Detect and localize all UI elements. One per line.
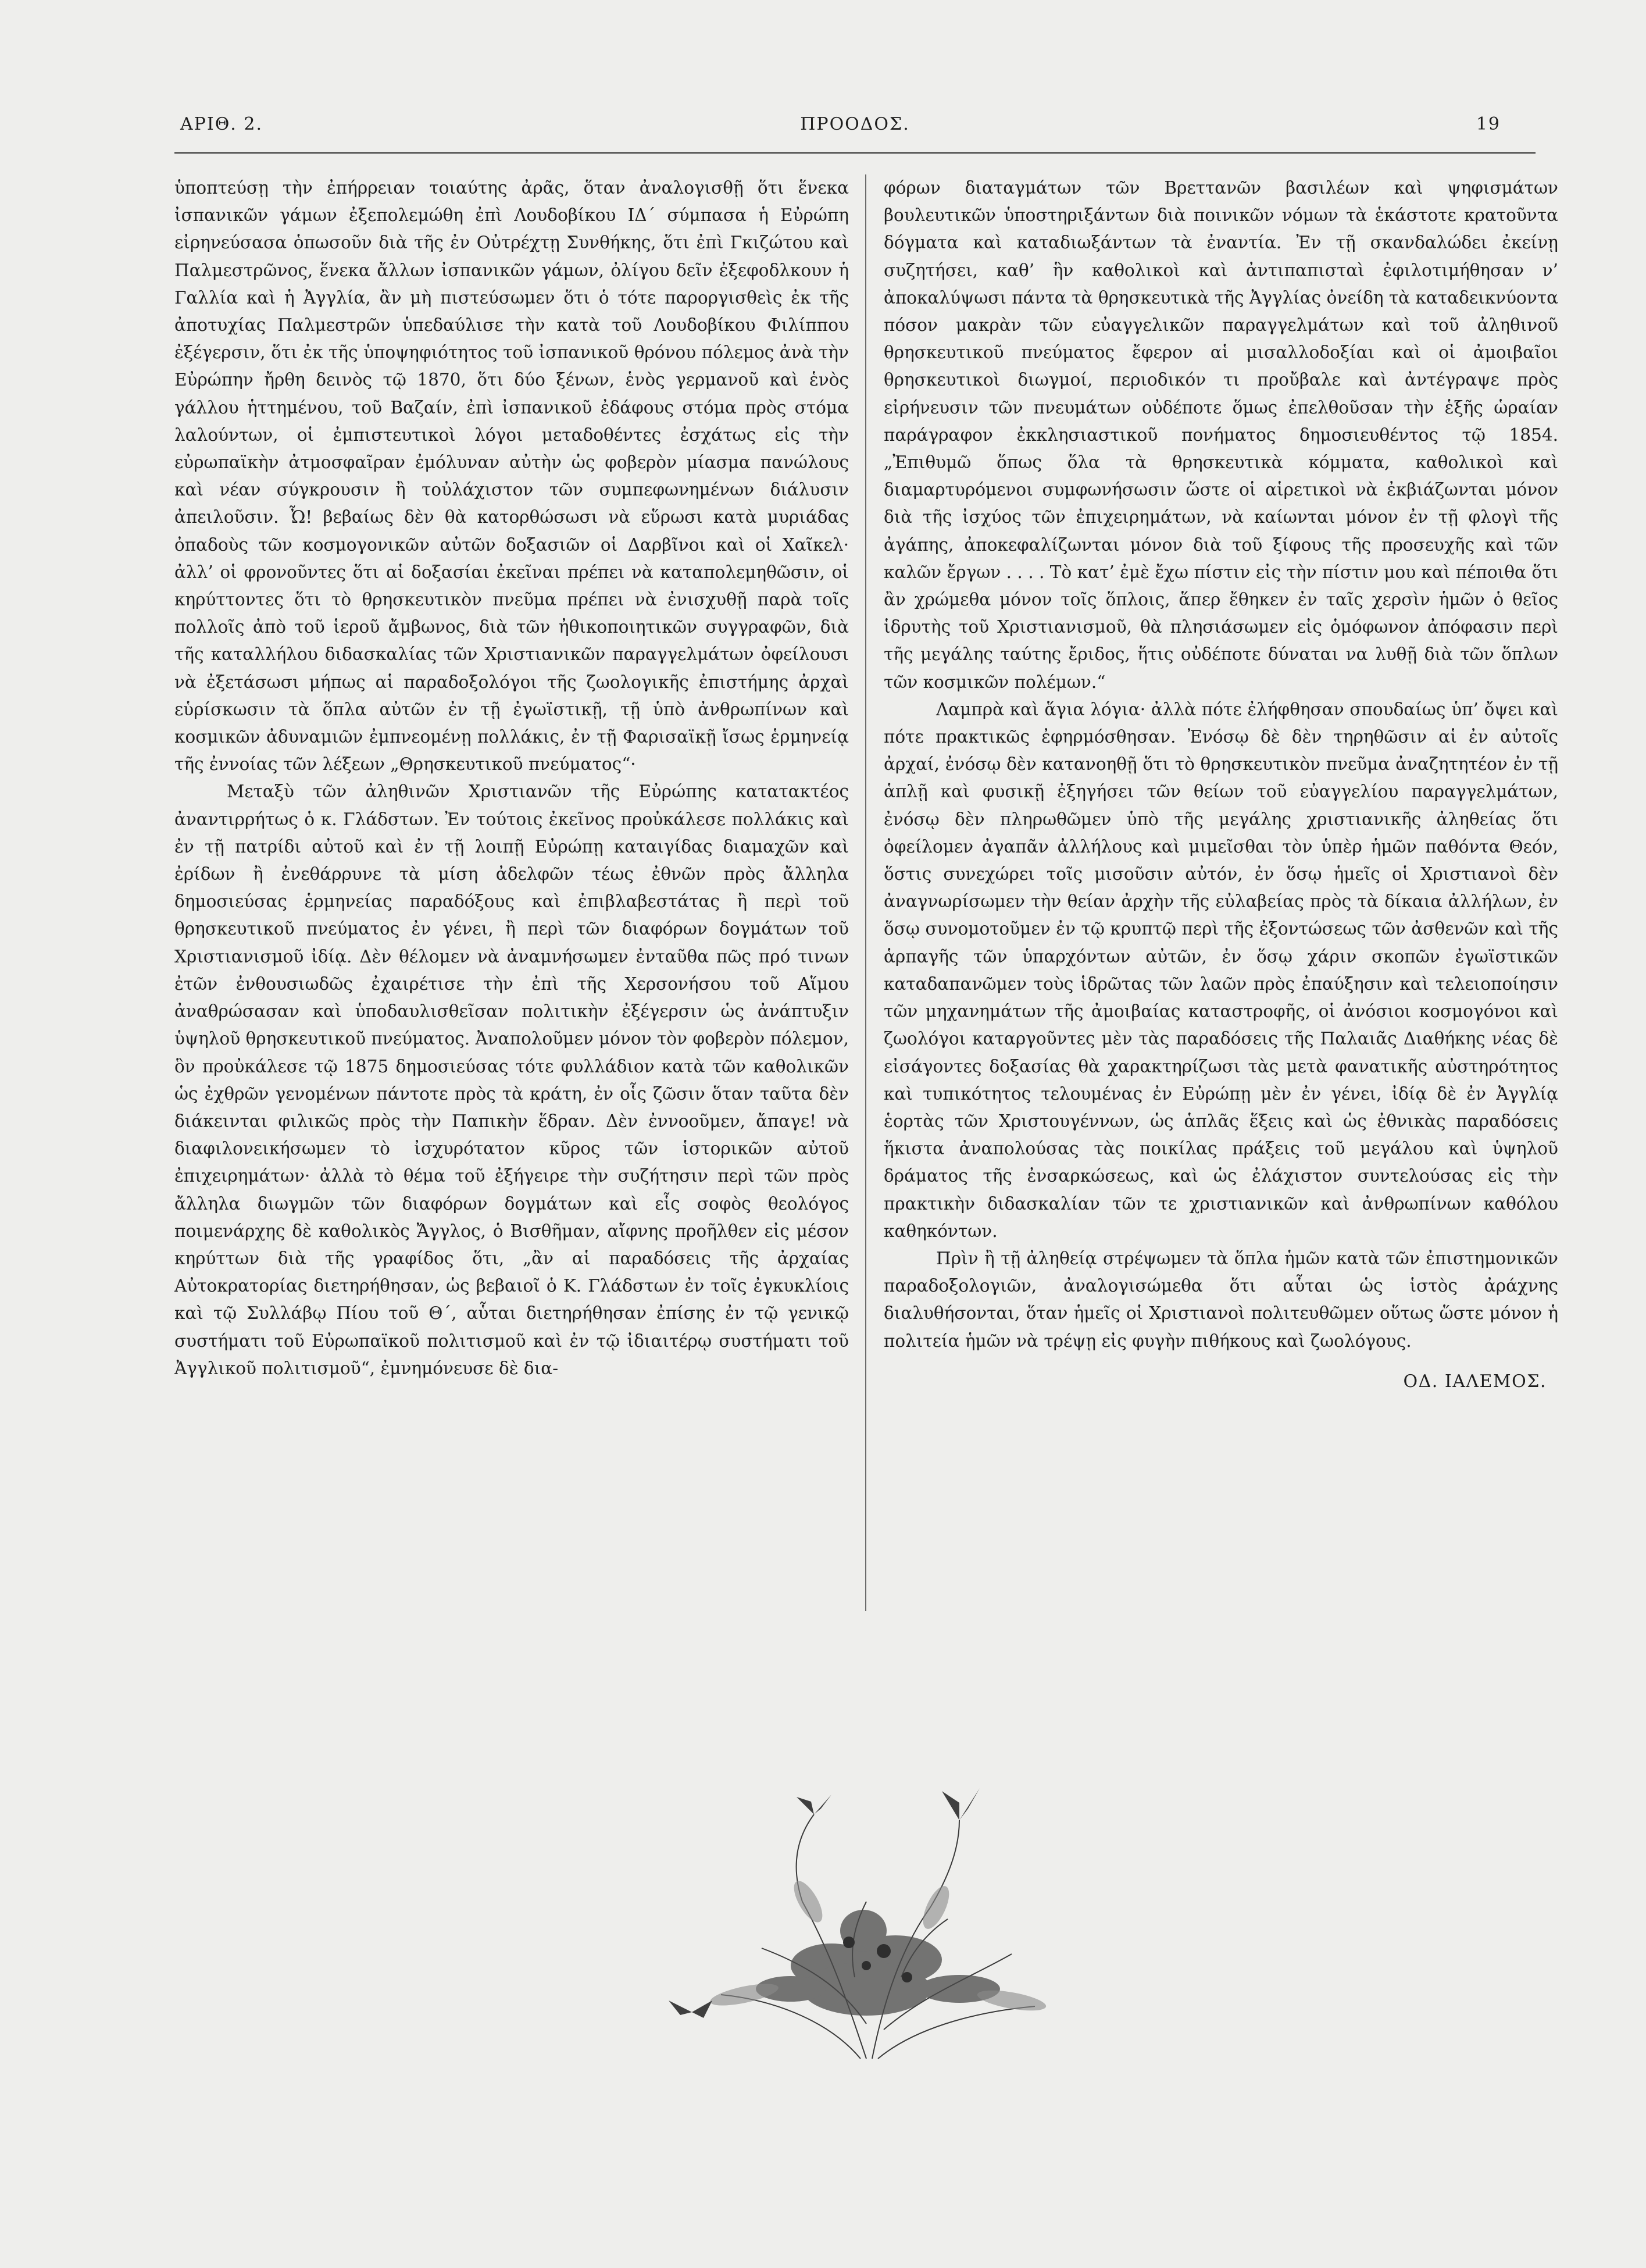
column-divider: [865, 174, 866, 1611]
header-rule: [174, 152, 1536, 154]
paragraph-conclusion: Πρὶν ἢ τῇ ἀληθείᾳ στρέψωμεν τὰ ὅπλα ἡμῶν κατὰ τῶν ἐπιστημονικῶν παραδοξολογιῶν, ἀναλογισώμεθα ὅτι αὗται ὡς ἱστὸς ἀράχνης διαλυθήσονται, ὅταν ἡμεῖς οἱ Χριστιανοὶ πολιτευθῶμεν οὕτως ὥστε μόνον ἡ πολιτεία ἡμῶν νὰ τρέψῃ εἰς φυγὴν πιθήκους καὶ ζωολόγους.: [884, 1248, 1558, 1351]
running-header: [174, 114, 1536, 149]
paragraph-decrees: φόρων διαταγμάτων τῶν Βρεττανῶν βασιλέων καὶ ψηφισμάτων βουλευτικῶν ὑποστηριξάντων διὰ ποινικῶν νόμων τὰ ἑκάστοτε κρατοῦντα δόγματα καὶ καταδιωξάντων τὰ ἐναντία. Ἐν τῇ σκανδαλώδει ἐκείνῃ συζητήσει, καθ’ ἣν καθολικοὶ καὶ ἀντιπαπισταὶ ἐφιλοτιμήθησαν ν’ ἀποκαλύψωσι πάντα τὰ θρησκευτικὰ τῆς Ἀγγλίας ὀνείδη τὰ καταδεικνύοντα πόσον μακρὰν τῶν εὐαγγελικῶν παραγγελμάτων καὶ τοῦ ἀληθινοῦ θρησκευτικοῦ πνεύματος ἔφερον αἱ μισαλλοδοξίαι καὶ οἱ ἀμοιβαῖοι θρησκευτικοὶ διωγμοί, περιοδικόν τι προὔβαλε καὶ ἀντέγραψε πρὸς εἰρήνευσιν τῶν πνευμάτων οὐδέποτε ὅμως ἐπελθοῦσαν τὴν ἑξῆς ὡραίαν παράγραφον ἐκκλησιαστικοῦ πονήματος δημοσιευθέντος τῷ 1854. „Ἐπιθυμῶ ὅπως ὅλα τὰ θρησκευτικὰ κόμματα, καθολικοὶ καὶ διαμαρτυρόμενοι συμφωνήσωσιν ὥστε οἱ αἱρετικοὶ νὰ ἐκβιάζωνται μόνον διὰ τῆς ἰσχύος τῶν ἐπιχειρημάτων, νὰ καίωνται μόνον ἐν τῇ φλογὶ τῆς ἀγάπης, ἀποκεφαλίζωνται μόνον διὰ τοῦ ξίφους τῆς προσευχῆς καὶ τῶν καλῶν ἔργων . . . . Τὸ κατ’ ἐμὲ ἔχω πίστιν εἰς τὴν πίστιν μου καὶ πέποιθα ὅτι ἂν χρώμεθα μόνον τοῖς ὅπλοις, ἅπερ ἔθηκεν ἐν ταῖς χερσὶν ἡμῶν ὁ θεῖος ἱδρυτὴς τοῦ Χριστιανισμοῦ, θὰ πλησιάσωμεν εἰς ὁμόφωνον ἀπόφασιν περὶ τῆς μεγάλης ταύτης ἔριδος, ἥτις οὐδέποτε δύναται να λυθῇ διὰ τῶν ὅπλων τῶν κοσμικῶν πολέμων.“: [884, 178, 1558, 692]
paragraph-gladstone: Μεταξὺ τῶν ἀληθινῶν Χριστιανῶν τῆς Εὐρώπης κατατακτέος ἀναντιρρήτως ὁ κ. Γλάδστων. Ἐν τούτοις ἐκεῖνος προὐκάλεσε πολλάκις καὶ ἐν τῇ πατρίδι αὐτοῦ καὶ ἐν τῇ λοιπῇ Εὐρώπῃ καταιγίδας διαμαχῶν καὶ ἐρίδων ἢ ἐνεθάρρυνε τὰ μίση ἀδελφῶν τέως ἐθνῶν πρὸς ἄλληλα δημοσιεύσας ἑρμηνείας παραδόξους καὶ ἐπιβλαβεστάτας ἢ περὶ τοῦ θρησκευτικοῦ πνεύματος ἐν γένει, ἢ περὶ τῶν διαφόρων δογμάτων τοῦ Χριστιανισμοῦ ἰδίᾳ. Δὲν θέλομεν νὰ ἀναμνήσωμεν ἐνταῦθα πῶς πρό τινων ἐτῶν ἐνθουσιωδῶς ἐχαιρέτισε τὴν ἐπὶ τῆς Χερσονήσου τοῦ Αἵμου ἀναθρώσασαν καὶ ὑποδαυλισθεῖσαν πολιτικὴν ἐξέγερσιν ὡς ἀνάπτυξιν ὑψηλοῦ θρησκευτικοῦ πνεύματος. Ἀναπολοῦμεν μόνον τὸν φοβερὸν πόλεμον, ὃν προὐκάλεσε τῷ 1875 δημοσιεύσας τότε φυλλάδιον κατὰ τῶν καθολικῶν ὡς ἐχθρῶν γενομένων πάντοτε πρὸς τὰ κράτη, ἐν οἷς ζῶσιν ὅταν ταῦτα δὲν διάκεινται φιλικῶς πρὸς τὴν Παπικὴν ἕδραν. Δὲν ἐννοοῦμεν, ἄπαγε! νὰ διαφιλονεικήσωμεν τὸ ἰσχυρότατον κῦρος τῶν ἱστορικῶν αὐτοῦ ἐπιχειρημάτων· ἀλλὰ τὸ θέμα τοῦ ἐξήγειρε τὴν συζήτησιν περὶ τῶν πρὸς ἄλληλα διωγμῶν τῶν διαφόρων δογμάτων καὶ εἷς σοφὸς θεολόγος ποιμενάρχης δὲ καθολικὸς Ἄγγλος, ὁ Βισθῆμαν, αἴφνης προῆλθεν εἰς μέσον κηρύττων διὰ τῆς γραφίδος ὅτι, „ἂν αἱ παραδόσεις τῆς ἀρχαίας Αὐτοκρατορίας διετηρήθησαν, ὡς βεβαιοῖ ὁ Κ. Γλάδστων ἐν τοῖς ἐγκυκλίοις καὶ τῷ Συλλάβῳ Πίου τοῦ Θ΄, αὗται διετηρήθησαν ἐπίσης ἐν τῷ γενικῷ συστήματι τοῦ Εὐρωπαϊκοῦ πολιτισμοῦ καὶ ἐν τῷ ἰδιαιτέρῳ συστήματι τοῦ Ἀγγλικοῦ πολιτισμοῦ“, ἐμνημόνευσε δὲ δια-: [174, 782, 849, 1378]
issue-number: ΑΡΙΘ. 2.: [180, 114, 263, 134]
page-number: 19: [1476, 114, 1501, 134]
right-column: [884, 174, 1558, 1395]
journal-title: ΠΡΟΟΔΟΣ.: [800, 114, 910, 134]
paragraph-bright-words: Λαμπρὰ καὶ ἅγια λόγια· ἀλλὰ πότε ἐλήφθησαν σπουδαίως ὑπ’ ὄψει καὶ πότε πρακτικῶς ἐφηρμόσθησαν. Ἐνόσῳ δὲ δὲν τηρηθῶσιν αἱ ἐν αὐτοῖς ἀρχαί, ἐνόσῳ δὲν κατανοηθῇ ὅτι τὸ θρησκευτικὸν πνεῦμα ἀναζητητέον ἐν τῇ ἁπλῇ καὶ φυσικῇ ἐξηγήσει τῶν θείων τοῦ εὐαγγελίου παραγγελμάτων, ἐνόσῳ δὲν πληρωθῶμεν ὑπὸ τῆς μεγάλης χριστιανικῆς ἀληθείας ὅτι ὀφείλομεν ἀγαπᾶν ἀλλήλους καὶ μιμεῖσθαι τὸν ὑπὲρ ἡμῶν παθόντα Θεόν, ὅστις συνεχώρει τοῖς μισοῦσιν αὐτόν, ἐν ὅσῳ ἡμεῖς οἱ Χριστιανοὶ δὲν ἀναγνωρίσωμεν τὴν θείαν ἀρχὴν τῆς εὐλαβείας πρὸς τὰ δίκαια ἀλλήλων, ἐν ὅσῳ συνομοτοῦμεν ἐν τῷ κρυπτῷ περὶ τῆς ἐξοντώσεως τῶν ἀσθενῶν καὶ τῆς ἁρπαγῆς τῶν ὑπαρχόντων αὐτῶν, ἐν ὅσῳ χάριν σκοπῶν ἐγωϊστικῶν καταδαπανῶμεν τοὺς ἱδρῶτας τῶν λαῶν πρὸς ἐπαύξησιν καὶ τελειοποίησιν τῶν μηχανημάτων τῆς ἀμοιβαίας καταστροφῆς, οἱ ἀνόσιοι κοσμογόνοι καὶ ζωολόγοι καταργοῦντες μὲν τὰς παραδόσεις τῆς Παλαιᾶς Διαθήκης νέας δὲ εἰσάγοντες δοξασίας θὰ χαρακτηρίζωσι τὰς μετὰ φανατικῆς αὐστηρότητος καὶ τυπικότητος τελουμένας ἐν Εὐρώπῃ μὲν ἐν γένει, ἰδίᾳ δὲ ἐν Ἀγγλίᾳ ἑορτὰς τῶν Χριστουγέννων, ὡς ἁπλᾶς ἕξεις καὶ ὡς ἐθνικὰς παραδόσεις ἥκιστα ἀναπολούσας τὰς ποικίλας πράξεις τοῦ μεγάλου καὶ ὑψηλοῦ δράματος τῆς ἐνσαρκώσεως, καὶ ὡς ἐλάχιστον συντελούσας εἰς τὴν πρακτικὴν διδασκαλίαν τῶν τε χριστιανικῶν καὶ ἀνθρωπίνων καθόλου καθηκόντων.: [884, 699, 1558, 1241]
paragraph-continuation: ὑποπτεύσῃ τὴν ἐπήρρειαν τοιαύτης ἀρᾶς, ὅταν ἀναλογισθῇ ὅτι ἕνεκα ἰσπανικῶν γάμων ἐξεπολεμώθη ἐπὶ Λουδοβίκου ΙΔ΄ σύμπασα ἡ Εὐρώπη εἰρηνεύσασα ὁπωσοῦν διὰ τῆς ἐν Οὐτρέχτῃ Συνθήκης, ὅτι ἐπὶ Γκιζώτου καὶ Παλμεστρῶνος, ἕνεκα ἄλλων ἰσπανικῶν γάμων, ὀλίγου δεῖν ἐξεφοδλκουν ἡ Γαλλία καὶ ἡ Ἀγγλία, ἂν μὴ πιστεύσωμεν ὅτι ὁ τότε παροργισθεὶς ἐκ τῆς ἀποτυχίας Παλμεστρῶν ὑπεδαύλισε τὴν κατὰ τοῦ Λουδοβίκου Φιλίππου ἐξέγερσιν, ὅτι ἐκ τῆς ὑποψηφιότητος τοῦ ἰσπανικοῦ θρόνου πόλεμος ἀνὰ τὴν Εὐρώπην ἤρθη δεινὸς τῷ 1870, ὅτι δύο ξένων, ἑνὸς γερμανοῦ καὶ ἑνὸς γάλλου ἡττημένου, τοῦ Βαζαίν, ἐπὶ ἰσπανικοῦ ἐδάφους στόμα πρὸς στόμα λαλούντων, οἱ ἐμπιστευτικοὶ λόγοι μεταδοθέντες ἐσχάτως εἰς τὴν εὐρωπαϊκὴν ἀτμοσφαῖραν ἐμόλυναν αὐτὴν ὡς φοβερὸν μίασμα πανώλους καὶ νέαν σύγκρουσιν ἢ τοὐλάχιστον τῶν συμπεφωνημένων διάλυσιν ἀπειλοῦσιν. Ὦ! βεβαίως δὲν θὰ κατορθώσωσι νὰ εὕρωσι κατὰ μυριάδας ὀπαδοὺς τῶν κοσμογονικῶν αὐτῶν δοξασιῶν οἱ Δαρβῖνοι καὶ οἱ Χαῖκελ· ἀλλ’ οἱ φρονοῦντες ὅτι αἱ δοξασίαι ἐκεῖναι πρέπει νὰ καταπολεμηθῶσιν, οἱ κηρύττοντες ὅτι τὸ θρησκευτικὸν πνεῦμα πρέπει νὰ ἐνισχυθῇ παρὰ τοῖς πολλοῖς ἀπὸ τοῦ ἱεροῦ ἄμβωνος, διὰ τῶν ἠθικοποιητικῶν συγγραφῶν, διὰ τῆς καταλλήλου διδασκαλίας τῶν Χριστιανικῶν παραγγελμάτων ὀφείλουσι νὰ ἐξετάσωσι μήπως αἱ παραδοξολόγοι τῆς ζωολογικῆς ἐπιστήμης ἀρχαὶ εὑρίσκωσιν τὰ ὅπλα αὐτῶν ἐν τῇ ἐγωϊστικῇ, τῇ ὑπὸ ἀνθρωπίνων καὶ κοσμικῶν ἀδυναμιῶν ἐμπνεομένῃ πολλάκις, ἐν τῇ Φαρισαϊκῇ ἴσως ἑρμηνείᾳ τῆς ἐννοίας τῶν λέξεων „Θρησκευτικοῦ πνεύματος“·: [174, 178, 849, 775]
author-signature: ΟΔ. ΙΑΛΕΜΟΣ.: [1403, 1371, 1547, 1392]
floral-vignette-illustration: [657, 1756, 1087, 2070]
left-column: [174, 174, 849, 1382]
